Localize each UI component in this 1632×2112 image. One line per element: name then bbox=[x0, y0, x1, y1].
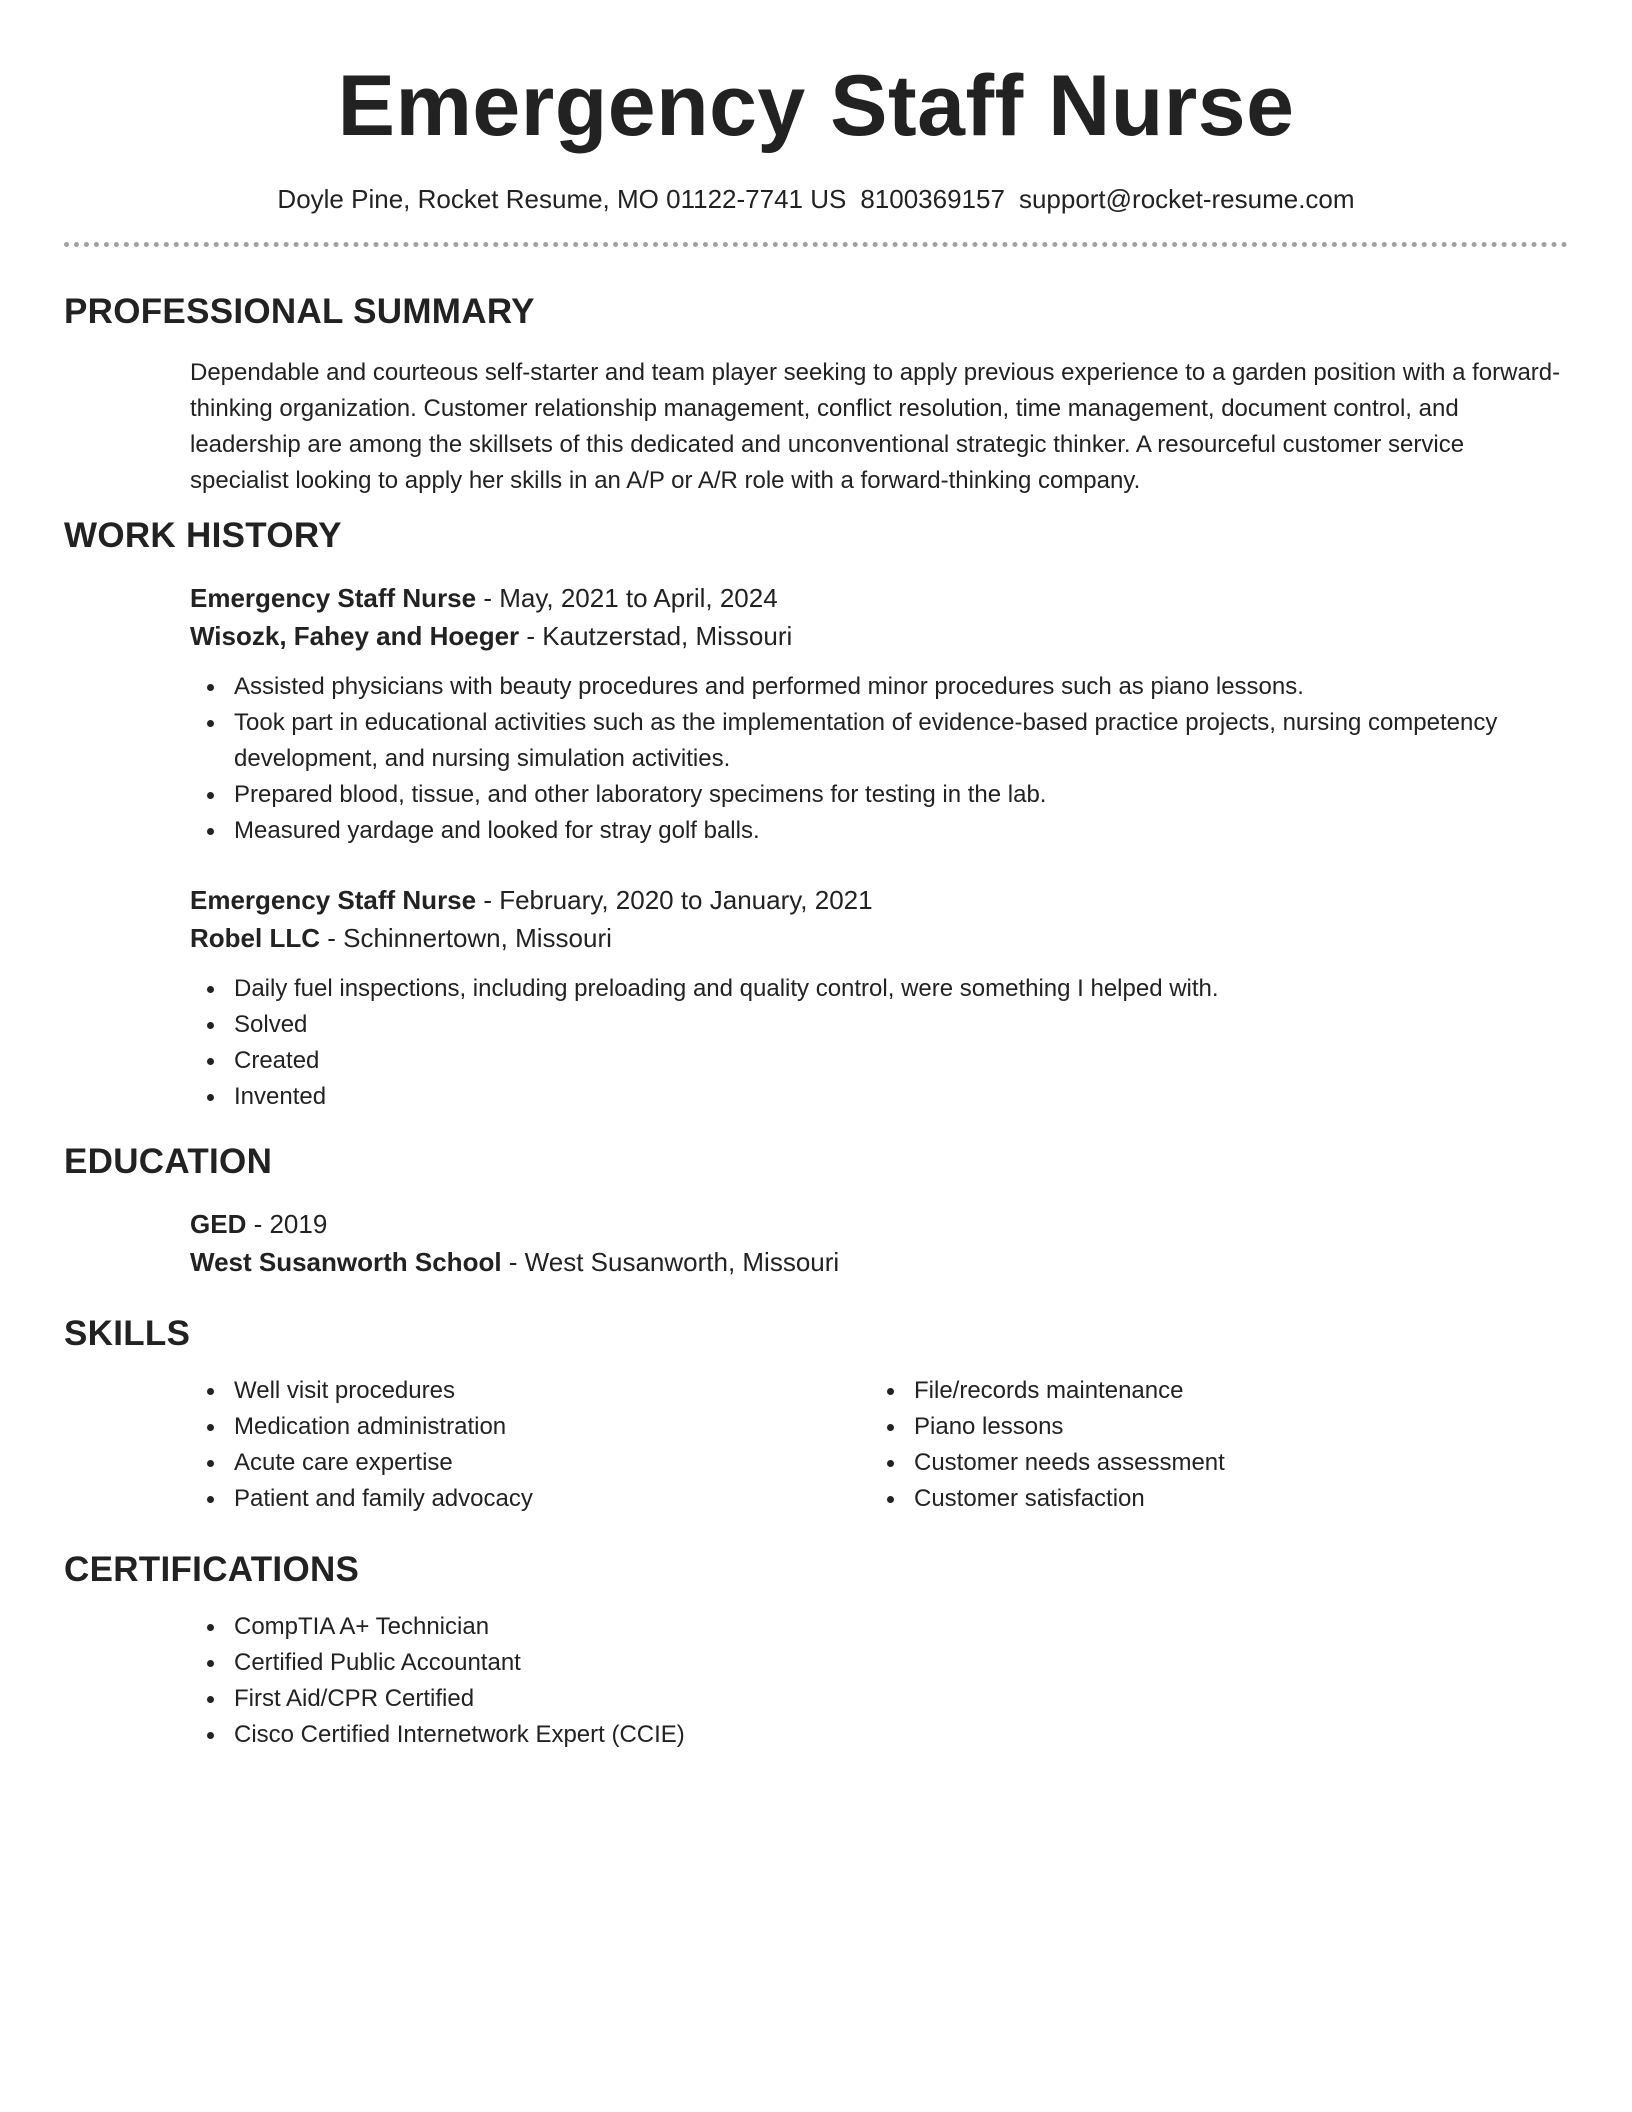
job-company-line bbox=[190, 617, 1568, 655]
contact-line bbox=[64, 182, 1568, 216]
job-title-line bbox=[190, 579, 1568, 617]
education-school: West Susanworth School bbox=[190, 1247, 502, 1277]
work-history-section-title: WORK HISTORY bbox=[64, 516, 342, 555]
list-item: Took part in educational activities such as the implementation of evidence-based practice projects, nursing competency development, and nursing simulation activities. bbox=[234, 705, 1568, 777]
list-item: Customer satisfaction bbox=[914, 1481, 1550, 1517]
education-entry bbox=[64, 1205, 1568, 1281]
education-degree: GED bbox=[190, 1209, 247, 1239]
list-item: Piano lessons bbox=[914, 1409, 1550, 1445]
list-item: Measured yardage and looked for stray golf balls. bbox=[234, 813, 1568, 849]
job-entry bbox=[64, 881, 1568, 1115]
resume-name-title: Emergency Staff Nurse bbox=[337, 58, 1295, 154]
job-company: Wisozk, Fahey and Hoeger bbox=[190, 621, 520, 651]
list-item: Solved bbox=[234, 1007, 1568, 1043]
education-degree-line bbox=[190, 1205, 1568, 1243]
summary-text: Dependable and courteous self-starter and team player seeking to apply previous experience to a garden position with a forward-thinking organization. Customer relationship management, conflict resolution, time management, document control, and leadership are among the skillsets of this dedicated and unconventional strategic thinker. A resourceful customer service specialist looking to apply her skills in an A/P or A/R role with a forward-thinking company. bbox=[190, 359, 1561, 494]
job-duties-list bbox=[190, 669, 1568, 849]
list-item: Patient and family advocacy bbox=[234, 1481, 870, 1517]
list-item: Well visit procedures bbox=[234, 1373, 870, 1409]
certifications-entry bbox=[64, 1609, 1568, 1753]
list-item: Prepared blood, tissue, and other laboratory specimens for testing in the lab. bbox=[234, 777, 1568, 813]
list-item: Certified Public Accountant bbox=[234, 1645, 1568, 1681]
job-location: - Kautzerstad, Missouri bbox=[519, 621, 793, 651]
contact-email: support@rocket-resume.com bbox=[1018, 184, 1355, 214]
list-item: Daily fuel inspections, including preloading and quality control, were something I helped with. bbox=[234, 971, 1568, 1007]
job-dates: - February, 2020 to January, 2021 bbox=[476, 885, 873, 915]
list-item: Customer needs assessment bbox=[914, 1445, 1550, 1481]
contact-phone: 8100369157 bbox=[860, 184, 1005, 214]
job-position: Emergency Staff Nurse bbox=[190, 885, 477, 915]
header-divider bbox=[64, 242, 1568, 247]
skills-list-left bbox=[190, 1373, 870, 1517]
certifications-list bbox=[190, 1609, 1568, 1753]
job-company: Robel LLC bbox=[190, 923, 320, 953]
job-title-line bbox=[190, 881, 1568, 919]
skills-section-title: SKILLS bbox=[64, 1314, 191, 1353]
contact-address: Doyle Pine, Rocket Resume, MO 01122-7741 US bbox=[277, 184, 847, 214]
job-entry bbox=[64, 579, 1568, 849]
list-item: Acute care expertise bbox=[234, 1445, 870, 1481]
list-item: Invented bbox=[234, 1079, 1568, 1115]
skills-list-right bbox=[870, 1373, 1550, 1517]
list-item: Created bbox=[234, 1043, 1568, 1079]
list-item: Assisted physicians with beauty procedures and performed minor procedures such as piano lessons. bbox=[234, 669, 1568, 705]
job-duties-list bbox=[190, 971, 1568, 1115]
list-item: Medication administration bbox=[234, 1409, 870, 1445]
summary-section-title: PROFESSIONAL SUMMARY bbox=[64, 292, 535, 331]
job-position: Emergency Staff Nurse bbox=[190, 583, 477, 613]
list-item: CompTIA A+ Technician bbox=[234, 1609, 1568, 1645]
education-location: - West Susanworth, Missouri bbox=[501, 1247, 840, 1277]
education-year: - 2019 bbox=[246, 1209, 328, 1239]
job-dates: - May, 2021 to April, 2024 bbox=[476, 583, 778, 613]
skills-column-left bbox=[190, 1373, 870, 1517]
education-section-title: EDUCATION bbox=[64, 1142, 273, 1181]
list-item: First Aid/CPR Certified bbox=[234, 1681, 1568, 1717]
skills-column-right bbox=[870, 1373, 1550, 1517]
certifications-section-title: CERTIFICATIONS bbox=[64, 1550, 360, 1589]
job-company-line bbox=[190, 919, 1568, 957]
list-item: File/records maintenance bbox=[914, 1373, 1550, 1409]
education-school-line bbox=[190, 1243, 1568, 1281]
skills-grid bbox=[64, 1373, 1568, 1517]
list-item: Cisco Certified Internetwork Expert (CCIE) bbox=[234, 1717, 1568, 1753]
job-location: - Schinnertown, Missouri bbox=[320, 923, 612, 953]
